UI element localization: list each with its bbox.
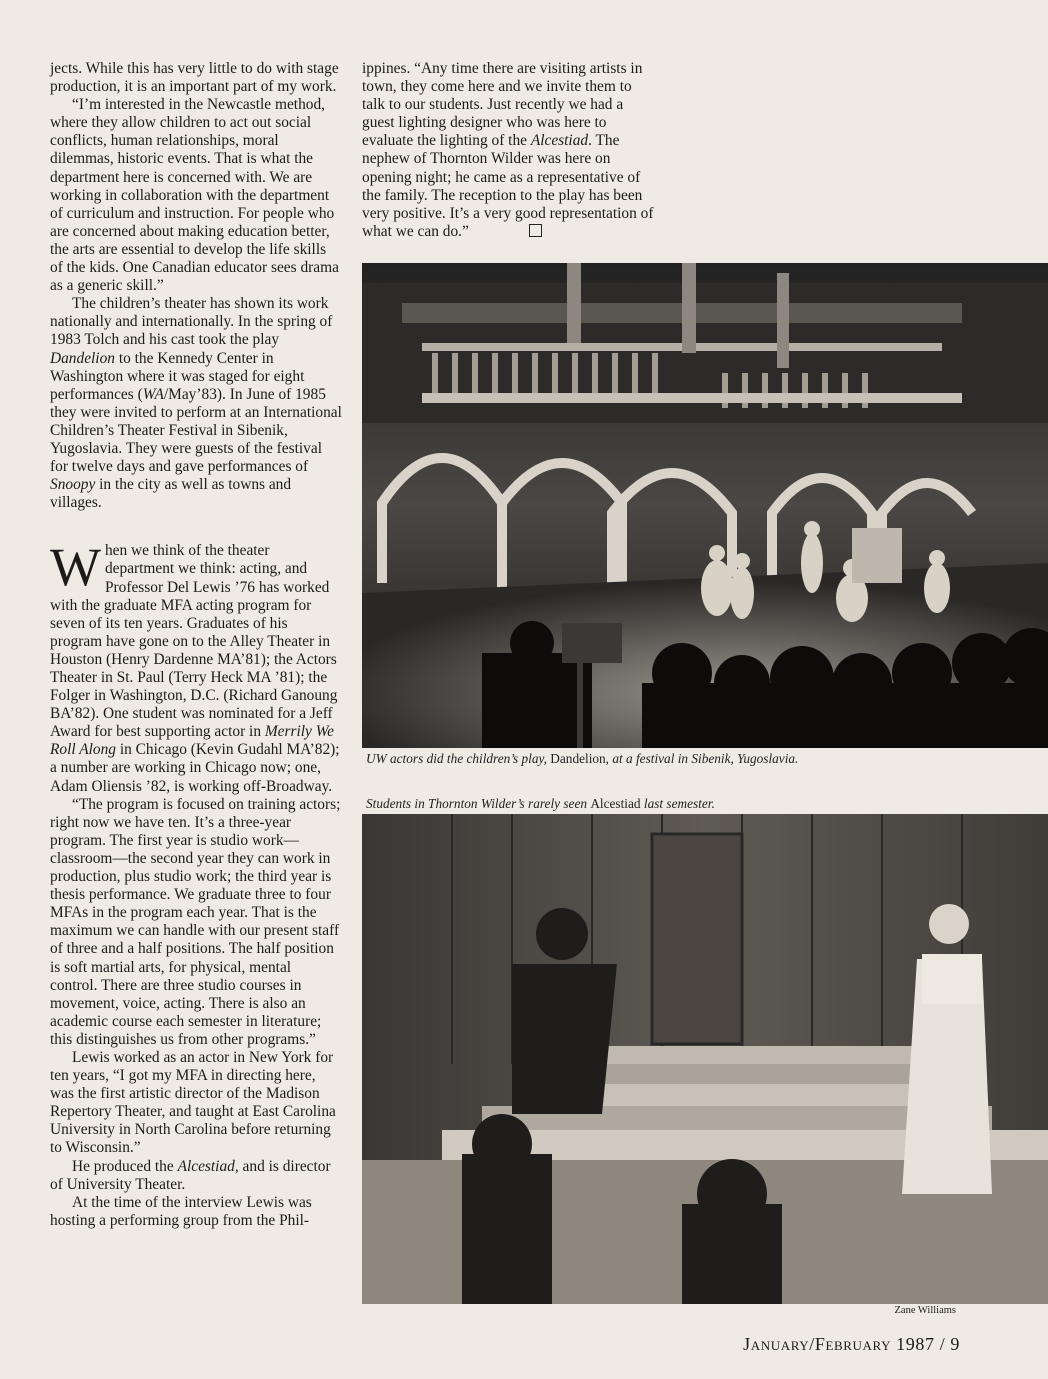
left-column	[50, 60, 342, 1230]
photo-caption: UW actors did the children’s play, Dandelion, at a festival in Sibenik, Yugoslavia.	[366, 751, 799, 766]
right-column	[362, 60, 654, 241]
paragraph: The children’s theater has shown its work nationally and internationally. In the spring of 1983 Tolch and his cast took the play Dandelion to the Kennedy Center in Washington where it was staged for eight performances (WA/May’83). In June of 1985 they were invited to perform at an International Children’s Theater Festival in Sibenik, Yugoslavia. They were guests of the festival for twelve days and gave performances of Snoopy in the city as well as towns and villages.	[50, 295, 342, 512]
paragraph: Lewis worked as an actor in New York for ten years, “I got my MFA in directing here, was the first artistic director of the Madison Repertory Theater, and taught at East Carolina University in North Carolina before returning to Wisconsin.”	[50, 1048, 336, 1157]
end-mark-icon	[529, 224, 542, 237]
paragraph: He produced the Alcestiad, and is director of University Theater.	[50, 1157, 331, 1193]
paragraph: “I’m interested in the Newcastle method, where they allow children to act out social conflicts, human relationships, moral dilemmas, historic events. That is what the department here is concerned with. We are working in collaboration with the department of curriculum and instruction. For people who are concerned about making education better, the arts are essential to develop the life skills of the kids. One Canadian educator sees drama as a generic skill.”	[50, 96, 339, 295]
paragraph: “The program is focused on training actors; right now we have ten. It’s a three-year program. The first year is studio work—classroom—the second year they can work in production, plus studio work; the third year is thesis performance. We graduate three to four MFAs in the program each year. That is the maximum we can handle with our present staff of three and a half positions. The half position is soft martial arts, for physical, mental control. There are three studio courses in movement, voice, acting. There is also an academic course each semester in literature; this distinguishes us from other programs.”	[50, 795, 341, 1048]
paragraph: At the time of the interview Lewis was hosting a performing group from the Phil-	[50, 1193, 312, 1229]
photo-credit: Zane Williams	[894, 1305, 956, 1316]
photo-dandelion-festival	[362, 263, 1048, 748]
paragraph: jects. While this has very little to do with stage production, it is an important part of my work.	[50, 60, 339, 96]
page-number: / 9	[939, 1334, 960, 1354]
photo-alcestiad	[362, 814, 1048, 1304]
page-folio	[743, 1334, 960, 1355]
issue-date: January/February 1987	[743, 1334, 935, 1354]
paragraph: ippines. “Any time there are visiting artists in town, they come here and we invite them to talk to our students. Just recently we had a guest lighting designer who was here to evaluate the lighting of the Alcestiad. The nephew of Thornton Wilder was here on opening night; he came as a representative of the family. The reception to the play has been very positive. It’s a very good representation of what we can do.”	[362, 60, 654, 240]
drop-cap: W	[50, 537, 101, 598]
paragraph-dropcap: When we think of the theater department we think: acting, and Professor Del Lewis ’76 has worked with the graduate MFA acting program for seven of its ten years. Graduates of his program have gone on to the Alley Theater in Houston (Henry Dardenne MA’81); the Actors Theater in St. Paul (Terry Heck MA ’81); the Folger in Washington, D.C. (Richard Ganoung BA’82). One student was nominated for a Jeff Award for best supporting actor in Merrily We Roll Along in Chicago (Kevin Gudahl MA’82); a number are working in Chicago now; one, Adam Oliensis ’82, is working off-Broadway.	[50, 537, 340, 795]
photo-caption: Students in Thornton Wilder’s rarely seen Alcestiad last semester.	[366, 796, 715, 811]
